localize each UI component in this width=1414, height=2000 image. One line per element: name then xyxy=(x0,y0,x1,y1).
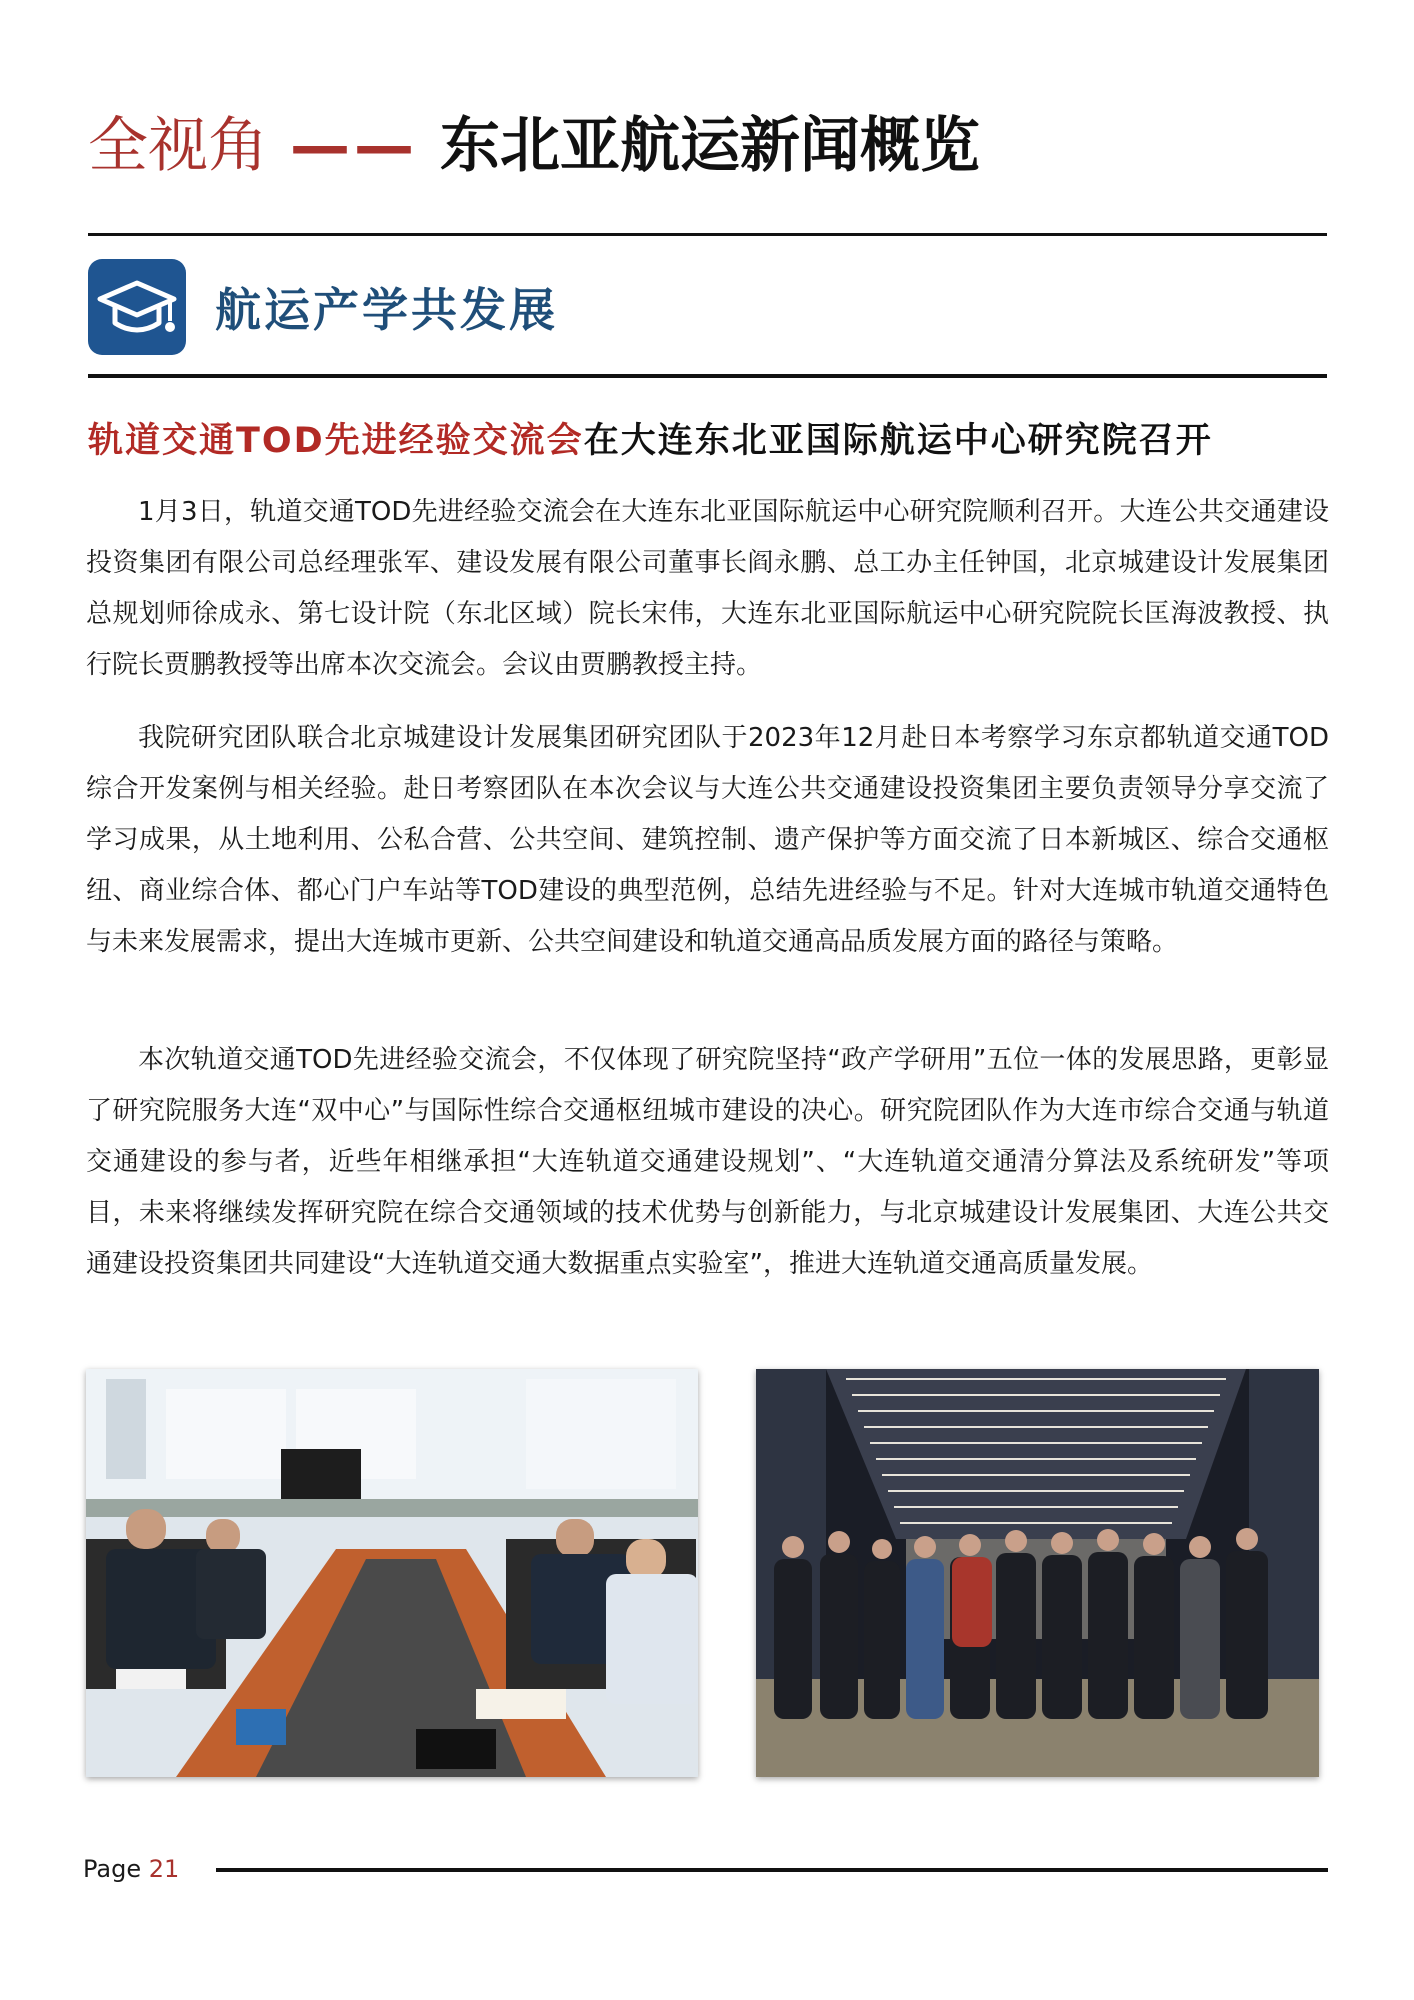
article-title xyxy=(88,417,1213,465)
group-photo xyxy=(756,1369,1319,1777)
header-title-dash: —— xyxy=(290,111,418,181)
header-title-black: 东北亚航运新闻概览 xyxy=(440,111,980,181)
page-label: Page xyxy=(83,1855,142,1883)
header-title-red: 全视角 xyxy=(88,111,268,181)
article-title-red: 轨道交通TOD先进经验交流会 xyxy=(88,421,584,461)
header-divider xyxy=(88,233,1327,236)
article-title-black: 在大连东北亚国际航运中心研究院召开 xyxy=(583,421,1213,461)
section-title: 航运产学共发展 xyxy=(215,283,558,337)
page-number-value: 21 xyxy=(148,1855,180,1883)
page-number xyxy=(83,1853,179,1885)
meeting-room-photo xyxy=(86,1369,698,1777)
page-header-title xyxy=(88,108,980,184)
footer-divider xyxy=(216,1868,1328,1872)
article-paragraph-3: 本次轨道交通TOD先进经验交流会，不仅体现了研究院坚持“政产学研用”五位一体的发展思路，更彰显了研究院服务大连“双中心”与国际性综合交通枢纽城市建设的决心。研究院团队作为大连市综合交通与轨道交通建设的参与者，近些年相继承担“大连轨道交通建设规划”、“大连轨道交通清分算法及系统研发”等项目，未来将继续发挥研究院在综合交通领域的技术优势与创新能力，与北京城建设计发展集团、大连公共交通建设投资集团共同建设“大连轨道交通大数据重点实验室”，推进大连轨道交通高质量发展。 xyxy=(86,1045,1329,1279)
article-paragraph-2: 我院研究团队联合北京城建设计发展集团研究团队于2023年12月赴日本考察学习东京都轨道交通TOD综合开发案例与相关经验。赴日考察团队在本次会议与大连公共交通建设投资集团主要负责领导分享交流了学习成果，从土地利用、公私合营、公共空间、建筑控制、遗产保护等方面交流了日本新城区、综合交通枢纽、商业综合体、都心门户车站等TOD建设的典型范例，总结先进经验与不足。针对大连城市轨道交通特色与未来发展需求，提出大连城市更新、公共空间建设和轨道交通高品质发展方面的路径与策略。 xyxy=(86,723,1329,957)
section-divider xyxy=(88,374,1327,378)
article-paragraph-1: 1月3日，轨道交通TOD先进经验交流会在大连东北亚国际航运中心研究院顺利召开。大连公共交通建设投资集团有限公司总经理张军、建设发展有限公司董事长阎永鹏、总工办主任钟国，北京城建设计发展集团总规划师徐成永、第七设计院（东北区域）院长宋伟，大连东北亚国际航运中心研究院院长匡海波教授、执行院长贾鹏教授等出席本次交流会。会议由贾鹏教授主持。 xyxy=(86,497,1329,680)
graduation-cap-icon xyxy=(88,259,186,355)
